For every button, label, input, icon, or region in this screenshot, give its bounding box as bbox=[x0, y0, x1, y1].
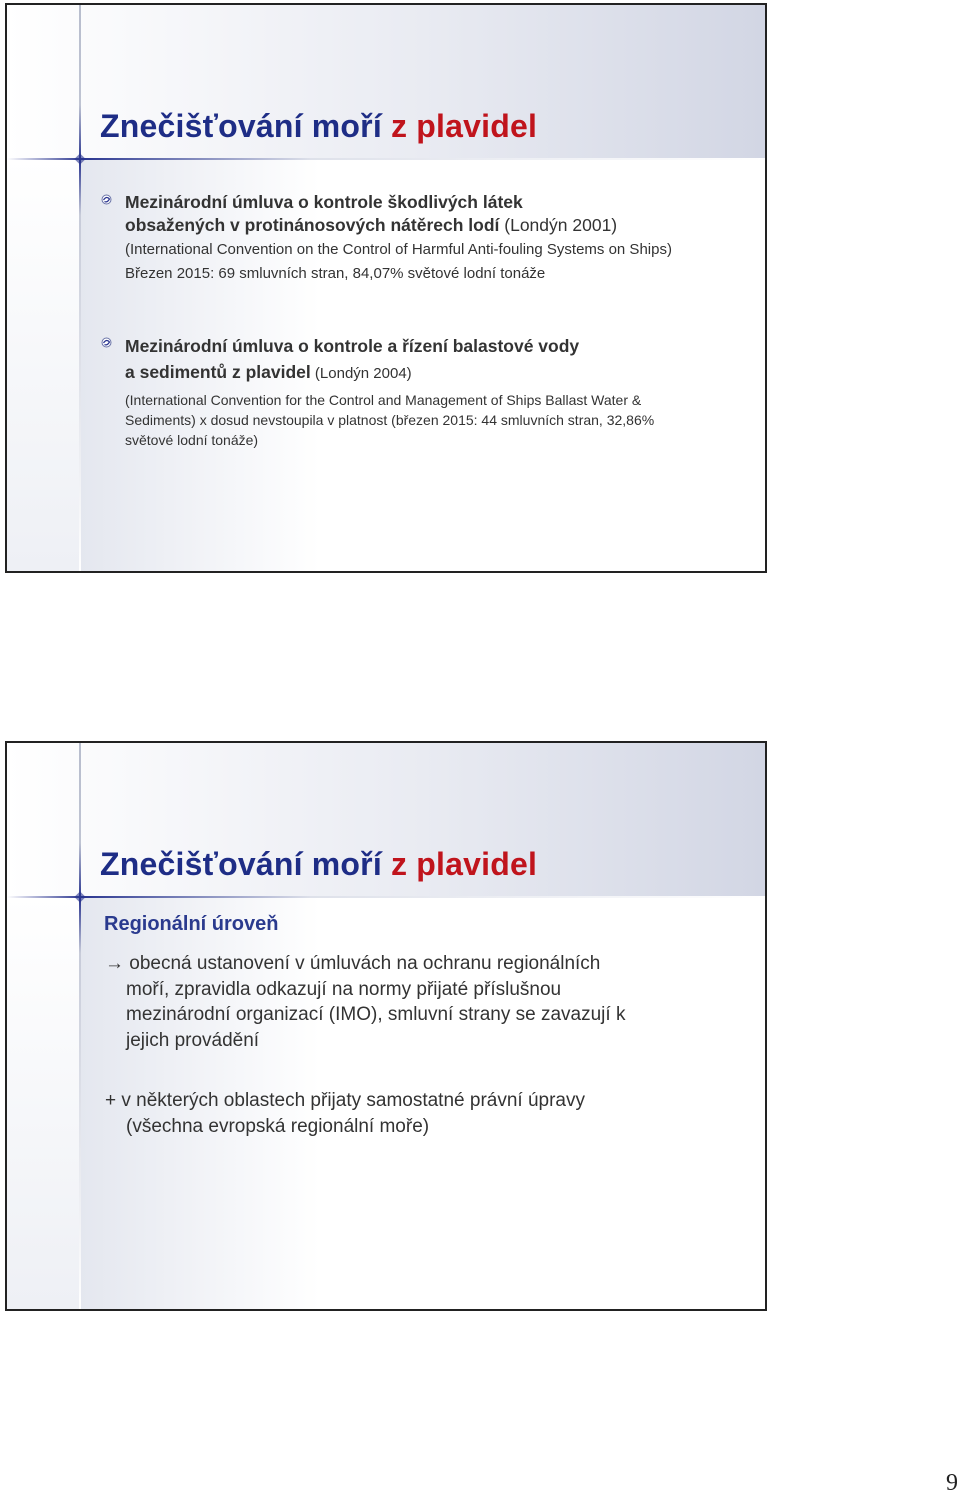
paragraph-2-line-1: + v některých oblastech přijaty samostatné právní úpravy bbox=[105, 1090, 585, 1111]
bullet-1-line-1: Mezinárodní úmluva o kontrole škodlivých látek bbox=[125, 192, 523, 212]
paragraph-1-line-4: jejich provádění bbox=[126, 1029, 260, 1051]
paragraph-1-line-1: → obecná ustanovení v úmluvách na ochranu regionálních bbox=[105, 953, 601, 974]
left-column-decoration bbox=[7, 896, 80, 1309]
paragraph-2 bbox=[105, 1088, 745, 1139]
bullet-1-english: (International Convention on the Control of Harmful Anti-fouling Systems on Ships) bbox=[125, 241, 672, 258]
bullet-2-line-2-normal: (Londýn 2004) bbox=[310, 365, 412, 382]
bullet-1-line-2-bold: obsažených v protinánosových nátěrech lodí bbox=[125, 215, 500, 235]
title-part-2: z plavidel bbox=[391, 108, 538, 144]
swirl-bullet-icon bbox=[101, 337, 112, 348]
title-part-1: Znečišťování moří bbox=[100, 846, 382, 882]
bullet-2-line-2 bbox=[125, 358, 745, 388]
paragraph-1-line-3: mezinárodní organizací (IMO), smluvní strany se zavazují k bbox=[126, 1004, 626, 1025]
paragraph-2-line-2: (všechna evropská regionální moře) bbox=[126, 1115, 430, 1137]
vertical-accent-line bbox=[79, 5, 81, 571]
bullet-1-line-2 bbox=[125, 214, 745, 237]
bullet-2-line-1: Mezinárodní úmluva o kontrole a řízení balastové vody bbox=[125, 336, 580, 356]
paragraph-1-line-2: moří, zpravidla odkazují na normy přijaté příslušnou bbox=[126, 978, 562, 1000]
section-heading: Regionální úroveň bbox=[104, 913, 279, 935]
horizontal-accent-line bbox=[7, 158, 765, 160]
title-part-1: Znečišťování moří bbox=[100, 108, 382, 144]
horizontal-accent-line bbox=[7, 896, 765, 898]
bullet-2-line-2-bold: a sedimentů z plavidel bbox=[125, 362, 311, 382]
slide-1 bbox=[5, 3, 767, 573]
swirl-bullet-icon bbox=[101, 194, 112, 205]
left-column-decoration bbox=[7, 158, 80, 571]
bullet-item-1 bbox=[125, 191, 745, 284]
slide-title bbox=[100, 108, 537, 145]
slide-2 bbox=[5, 741, 767, 1311]
vertical-accent-line bbox=[79, 743, 81, 1309]
bullet-2-english: (International Convention for the Control and Management of Ships Ballast Water & Sediments) x dosud nevstoupila v platnost (březen 2015: 44 smluvních stran, 32,86% světové lodní tonáže) bbox=[125, 392, 655, 448]
paragraph-1 bbox=[105, 951, 745, 1053]
page-number: 9 bbox=[946, 1470, 958, 1496]
bullet-1-line-2-normal: (Londýn 2001) bbox=[499, 215, 618, 235]
bullet-item-2 bbox=[125, 334, 745, 450]
title-part-2: z plavidel bbox=[391, 846, 538, 882]
bullet-1-status: Březen 2015: 69 smluvních stran, 84,07% světové lodní tonáže bbox=[125, 265, 546, 282]
slide-title bbox=[100, 846, 537, 883]
